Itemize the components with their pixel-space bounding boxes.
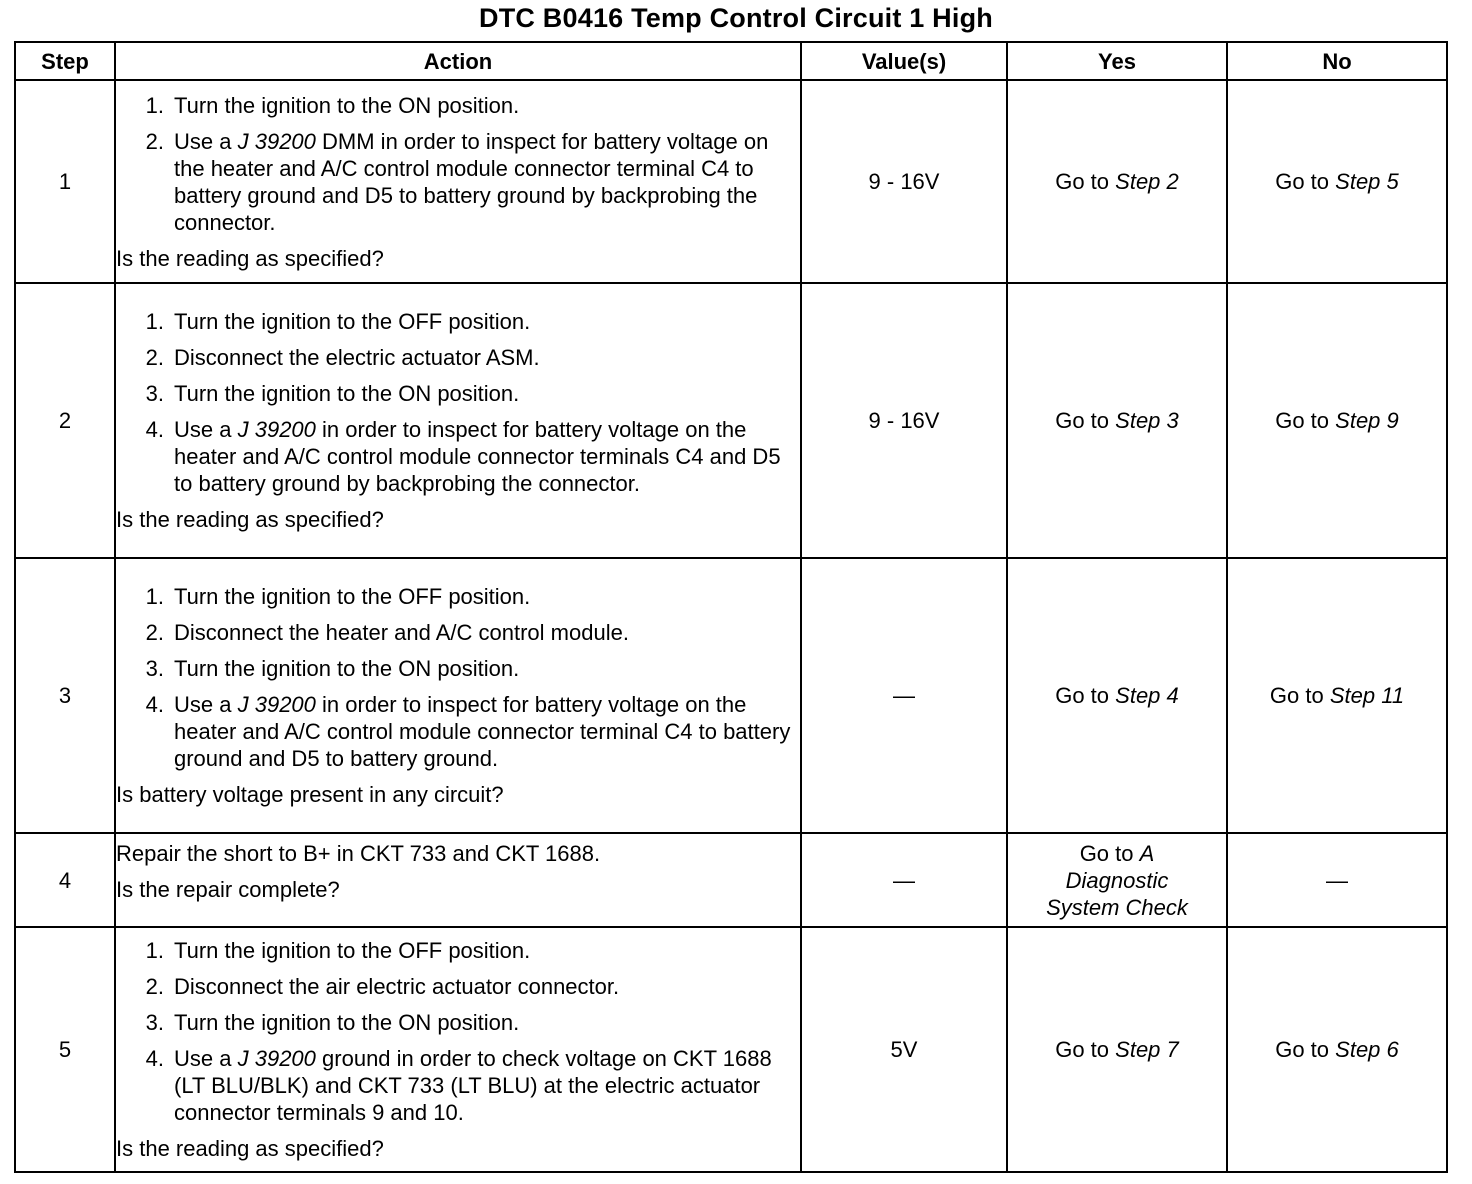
item-text: ground in order to check voltage on CKT 1688 (LT BLU/BLK) and CKT 733 (LT BLU) at the electric actuator connector terminals 9 and 10. bbox=[174, 1046, 772, 1125]
tool-name: J 39200 bbox=[237, 128, 316, 154]
item-number: 3. bbox=[145, 1010, 164, 1035]
action-cell bbox=[115, 927, 801, 1172]
item-text: DMM in order to inspect for battery voltage on the heater and A/C control module connector terminal C4 to battery ground and D5 to battery ground by backprobing the connector. bbox=[174, 128, 769, 235]
table-row bbox=[15, 558, 1447, 833]
value-cell: 5V bbox=[801, 927, 1007, 1172]
item-text: Turn the ignition to the ON position. bbox=[174, 656, 520, 681]
item-body bbox=[174, 416, 800, 497]
item-text: Turn the ignition to the OFF position. bbox=[174, 938, 531, 963]
list-item bbox=[116, 128, 800, 236]
list-item bbox=[116, 973, 800, 1000]
item-body bbox=[174, 691, 800, 772]
tool-name: J 39200 bbox=[237, 417, 316, 442]
item-text: Turn the ignition to the OFF position. bbox=[174, 309, 531, 334]
step-number: 3 bbox=[15, 558, 115, 833]
value-cell: 9 - 16V bbox=[801, 283, 1007, 558]
step-link[interactable]: Step 11 bbox=[1329, 683, 1405, 708]
value-cell: — bbox=[801, 558, 1007, 833]
table-row bbox=[15, 283, 1447, 558]
list-item bbox=[116, 937, 800, 964]
list-item bbox=[116, 344, 800, 371]
go-to-label: Go to bbox=[1055, 1037, 1110, 1062]
item-number: 1. bbox=[145, 309, 164, 334]
item-pre: Use a bbox=[174, 128, 232, 154]
list-item bbox=[116, 619, 800, 646]
step-link[interactable]: Step 3 bbox=[1115, 408, 1179, 433]
action-cell bbox=[115, 558, 801, 833]
item-number: 4. bbox=[145, 692, 164, 717]
step-number: 5 bbox=[15, 927, 115, 1172]
go-to-label: Go to bbox=[1055, 169, 1110, 194]
action-cell bbox=[115, 80, 801, 283]
table-row bbox=[15, 80, 1447, 283]
no-cell bbox=[1227, 80, 1447, 283]
go-to-label: Go to bbox=[1055, 683, 1110, 708]
item-pre: Use a bbox=[174, 1046, 232, 1071]
item-number: 1. bbox=[145, 938, 164, 963]
go-to-label: Go to bbox=[1275, 1037, 1330, 1062]
header-action: Action bbox=[115, 42, 801, 80]
item-number: 4. bbox=[145, 1046, 164, 1071]
item-number: 4. bbox=[145, 417, 164, 442]
step-link[interactable]: Step 7 bbox=[1115, 1037, 1179, 1062]
action-text: Repair the short to B+ in CKT 733 and CKT 1688. bbox=[116, 841, 601, 866]
step-link[interactable]: A Diagnostic System Check bbox=[1046, 840, 1188, 920]
item-number: 2. bbox=[145, 974, 164, 999]
step-link[interactable]: Step 6 bbox=[1335, 1037, 1399, 1062]
item-pre: Use a bbox=[174, 417, 232, 442]
header-yes: Yes bbox=[1007, 42, 1227, 80]
go-to-label: Go to bbox=[1275, 169, 1330, 194]
yes-cell bbox=[1007, 80, 1227, 283]
item-text: Turn the ignition to the ON position. bbox=[174, 381, 520, 406]
question-text: Is the reading as specified? bbox=[116, 245, 384, 271]
question-text: Is the repair complete? bbox=[116, 877, 340, 902]
item-text: Disconnect the air electric actuator connector. bbox=[174, 974, 620, 999]
list-item bbox=[116, 1009, 800, 1036]
action-list bbox=[116, 937, 800, 1126]
list-item bbox=[116, 308, 800, 335]
value-cell: — bbox=[801, 833, 1007, 927]
header-row bbox=[15, 42, 1447, 80]
item-body bbox=[174, 1045, 800, 1126]
list-item bbox=[116, 380, 800, 407]
step-number: 4 bbox=[15, 833, 115, 927]
item-text: in order to inspect for battery voltage on the heater and A/C control module connector terminals C4 and D5 to battery ground by backprobing the connector. bbox=[174, 417, 781, 496]
no-cell: — bbox=[1227, 833, 1447, 927]
item-text: Turn the ignition to the ON position. bbox=[174, 92, 520, 118]
table-row bbox=[15, 927, 1447, 1172]
tool-name: J 39200 bbox=[237, 1046, 316, 1071]
list-item bbox=[116, 92, 800, 119]
question-text: Is the reading as specified? bbox=[116, 1136, 384, 1161]
item-text: Turn the ignition to the OFF position. bbox=[174, 584, 531, 609]
item-number: 3. bbox=[145, 656, 164, 681]
step-link[interactable]: Step 5 bbox=[1335, 169, 1399, 194]
diagnostic-table bbox=[14, 41, 1448, 1173]
item-number: 2. bbox=[145, 620, 164, 645]
header-values: Value(s) bbox=[801, 42, 1007, 80]
item-text: Disconnect the electric actuator ASM. bbox=[174, 345, 540, 370]
item-pre: Use a bbox=[174, 692, 232, 717]
action-list bbox=[116, 308, 800, 497]
item-text: Disconnect the heater and A/C control module. bbox=[174, 620, 629, 645]
item-number: 2. bbox=[145, 345, 164, 370]
question-text: Is battery voltage present in any circuit? bbox=[116, 782, 504, 807]
value-cell: 9 - 16V bbox=[801, 80, 1007, 283]
action-list bbox=[116, 92, 800, 236]
step-number: 1 bbox=[15, 80, 115, 283]
go-to-label: Go to bbox=[1269, 683, 1324, 708]
go-to-label: Go to bbox=[1055, 408, 1110, 433]
list-item bbox=[116, 583, 800, 610]
item-number: 3. bbox=[145, 381, 164, 406]
step-link[interactable]: Step 2 bbox=[1115, 169, 1179, 194]
step-link[interactable]: Step 4 bbox=[1115, 683, 1179, 708]
step-link[interactable]: Step 9 bbox=[1335, 408, 1399, 433]
yes-cell bbox=[1007, 283, 1227, 558]
yes-cell bbox=[1007, 558, 1227, 833]
action-cell bbox=[115, 833, 801, 927]
list-item bbox=[116, 416, 800, 497]
list-item bbox=[116, 691, 800, 772]
no-cell bbox=[1227, 558, 1447, 833]
item-number: 1. bbox=[145, 92, 164, 118]
action-cell bbox=[115, 283, 801, 558]
tool-name: J 39200 bbox=[237, 692, 316, 717]
go-to-label: Go to bbox=[1079, 840, 1134, 866]
action-list bbox=[116, 583, 800, 772]
item-body bbox=[174, 128, 800, 236]
step-number: 2 bbox=[15, 283, 115, 558]
table-row bbox=[15, 833, 1447, 927]
header-step: Step bbox=[15, 42, 115, 80]
list-item bbox=[116, 655, 800, 682]
page-title: DTC B0416 Temp Control Circuit 1 High bbox=[479, 3, 993, 33]
no-cell bbox=[1227, 927, 1447, 1172]
list-item bbox=[116, 1045, 800, 1126]
yes-cell bbox=[1007, 927, 1227, 1172]
yes-cell bbox=[1007, 833, 1227, 927]
item-text: in order to inspect for battery voltage on the heater and A/C control module connector terminal C4 to battery ground and D5 to battery ground. bbox=[174, 692, 791, 771]
item-text: Turn the ignition to the ON position. bbox=[174, 1010, 520, 1035]
item-number: 2. bbox=[145, 128, 164, 154]
no-cell bbox=[1227, 283, 1447, 558]
question-text: Is the reading as specified? bbox=[116, 507, 384, 532]
item-number: 1. bbox=[145, 584, 164, 609]
go-to-label: Go to bbox=[1275, 408, 1330, 433]
header-no: No bbox=[1227, 42, 1447, 80]
